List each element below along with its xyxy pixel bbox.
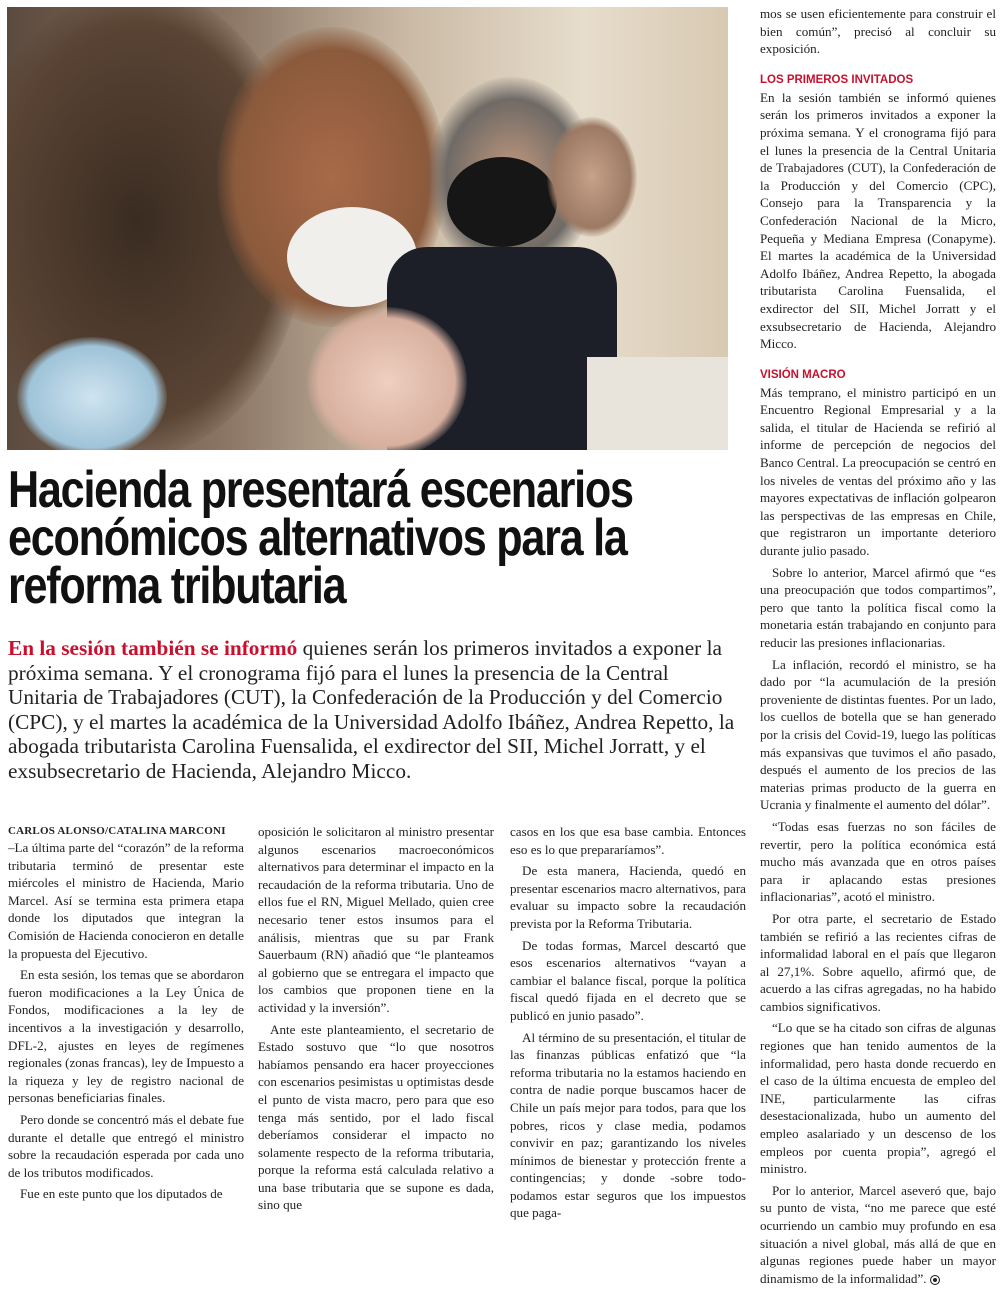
paragraph: La inflación, recordó el ministro, se ha dado por “la acumulación de la presión proveniente de distintas fuentes. Por un lado, los cuellos de botella que se han generado por la crisis del Covid-19, luego las políticas más expansivas que tuvimos el año pasado, después el aumento de los precios de las materias primas producto de la guerra en Ucrania y finalmente el aumento del dólar”. — [760, 656, 996, 813]
paragraph: En la sesión también se informó quienes serán los primeros invitados a exponer la próxima semana. Y el cronograma fijó para el lunes la presencia de la Central Unitaria de Trabajadores (CUT), la Confederación de la Producción y del Comercio (CPC), Consejo para la Transparencia y la Confederación Nacional de la Micro, Pequeña y Mediana Empresa (Conapyme). El martes la académica de la Universidad Adolfo Ibáñez, Andrea Repetto, la abogada tributarista Carolina Fuensalida, el exdirector del SII, Michel Jorratt y el exsubsecretario de Hacienda, Alejandro Micco. — [760, 89, 996, 352]
headline-line: económicos alternativos para la — [8, 509, 627, 567]
headline-line: reforma tributaria — [8, 557, 346, 615]
column-3 — [510, 823, 746, 1226]
paragraph: Fue en este punto que los diputados de — [20, 1186, 223, 1202]
column-1 — [8, 823, 244, 1207]
paragraph: Por otra parte, el secretario de Estado también se refirió a las recientes cifras de informalidad laboral en el país que llegaron al 27,1%. Sobre aquello, afirmó que, de acuerdo a las cifras agregadas, no ha habido cambios significativos. — [760, 910, 996, 1014]
column-4 — [760, 5, 996, 1291]
lead-text: quienes serán los primeros invitados a exponer la próxima semana. Y el cronograma fijó para el lunes la presencia de la Central Unitaria de Trabajadores (CUT), la Confederación de la Producción y del Comercio (CPC), y el martes la académica de la Universidad Adolfo Ibáñez, Andrea Repetto, la abogada tributarista Carolina Fuensalida, el exdirector del SII, Michel Jorratt, y el exsubsecretario de Hacienda, Alejandro Micco. — [8, 636, 735, 783]
subheading-vision-macro: VISIÓN MACRO — [760, 368, 846, 381]
paragraph: –La última parte del “corazón” de la reforma tributaria terminó de presentar este miércoles el ministro de Hacienda, Mario Marcel. Así se termina esta primera etapa donde los diputados que integran la Comisión de Hacienda conocieron en detalle la propuesta del Ejecutivo. — [8, 840, 244, 961]
headline — [8, 461, 722, 615]
paragraph: Sobre lo anterior, Marcel afirmó que “es una preocupación que todos compartimos”, pero que tanto la política fiscal como la monetaria están trabajando en conjunto para reducir las presiones inflacionarias. — [760, 564, 996, 650]
lead-highlight: En la sesión también se informó — [8, 636, 298, 660]
paragraph: Más temprano, el ministro participó en un Encuentro Regional Empresarial y a la salida, el titular de Hacienda se refirió al informe de percepción de negocios del Banco Central. La preocupación se centró en los niveles de ventas del próximo año y las mayores expectativas de inflación golpearon las perspectivas de las empresas en Chile, que registraron un importante deterioro durante julio pasado. — [760, 384, 996, 559]
paragraph: “Lo que se ha citado son cifras de algunas regiones que han tenido aumentos de la informalidad, pero hasta donde recuerdo en el caso de la última encuesta de empleo del INE, particularmente las cifras desestacionalizada, hubo un aumento del empleo asalariado y un descenso de los empleos por cuenta propia”, agregó el ministro. — [760, 1020, 996, 1177]
column-2 — [258, 823, 494, 1218]
end-mark-icon — [930, 1275, 940, 1285]
headline-line: Hacienda presentará escenarios — [8, 461, 633, 519]
paragraph: Pero donde se concentró más el debate fue durante el detalle que entregó el ministro sobre la recaudación esperada por cada uno de los tributos modificados. — [8, 1111, 244, 1180]
paragraph-text: Por lo anterior, Marcel aseveró que, bajo su punto de vista, “no me parece que esté ocurriendo un cambio muy profundo en esa situación a nivel global, más allá de que en algunas regiones puede haber un mayor dinamismo de la informalidad”. — [760, 1182, 996, 1286]
paragraph: Al término de su presentación, el titular de las finanzas públicas enfatizó que “la reforma tributaria no la estamos haciendo en contra de nadie porque buscamos hacer de Chile un país mejor para todos, para que los pobres, ricos y clase media, podamos convivir en paz; garantizando los niveles mínimos de bienestar y protección frente a contingencias; y donde -sobre todo- podamos estar seguros que los impuestos que paga- — [510, 1029, 746, 1221]
paragraph: De todas formas, Marcel descartó que esos escenarios alternativos “vayan a cambiar el balance fiscal, porque la política fiscal quedó fijada en el decreto que se publicó en junio pasado”. — [510, 937, 746, 1023]
paragraph: En esta sesión, los temas que se abordaron fueron modificaciones a la Ley Única de Fondos, modificaciones a la ley de incentivos a la investigación y desarrollo, DFL-2, ajustes en leyes de regímenes regionales (zonas francas), ley de Impuesto a la riqueza y ley de registro nacional de personas beneficiarias finales. — [8, 967, 244, 1106]
paragraph: oposición le solicitaron al ministro presentar algunos escenarios macroeconómicos alternativos para determinar el impacto en la recaudación de la reforma tributaria. Uno de ellos fue el RN, Miguel Mellado, quien cree necesario tener estos insumos para el análisis, mientras que su par Frank Sauerbaum (RN) añadió que “le planteamos al gobierno que se entregara el impacto que los cambios que proponen tiene en la actividad y la inversión”. — [258, 824, 494, 1015]
byline: CARLOS ALONSO/CATALINA MARCONI — [8, 825, 226, 837]
paragraph: mos se usen eficientemente para construir el bien común”, precisó al concluir su exposición. — [760, 6, 996, 57]
paragraph: casos en los que esa base cambia. Entonces eso es lo que prepararíamos”. — [510, 824, 746, 857]
subheading-primeros-invitados: LOS PRIMEROS INVITADOS — [760, 73, 914, 86]
paragraph: De esta manera, Hacienda, quedó en presentar escenarios macro alternativos, para evaluar su impacto sobre la recaudación prevista por la Reforma Tributaria. — [510, 863, 746, 931]
paragraph: “Todas esas fuerzas no son fáciles de revertir, pero la política económica está mucho más avanzada que en otros países para ir aplacando estas presiones inflacionarias”, acotó el ministro. — [760, 818, 996, 905]
lead-paragraph — [8, 636, 736, 783]
article-photo — [7, 7, 728, 450]
paragraph-final — [760, 1182, 996, 1288]
paragraph: Ante este planteamiento, el secretario de Estado sostuvo que “lo que nosotros habíamos pensando era hacer proyecciones con escenarios pesimistas u optimistas desde el punto de vista macro, pero para que eso tenga más sentido, por el lado fiscal deberíamos considerar el impacto no solamente respecto de la reforma tributaria, porque la reforma está calculada relativo a una base tributaria que se supone es dada, sino que — [258, 1021, 494, 1213]
